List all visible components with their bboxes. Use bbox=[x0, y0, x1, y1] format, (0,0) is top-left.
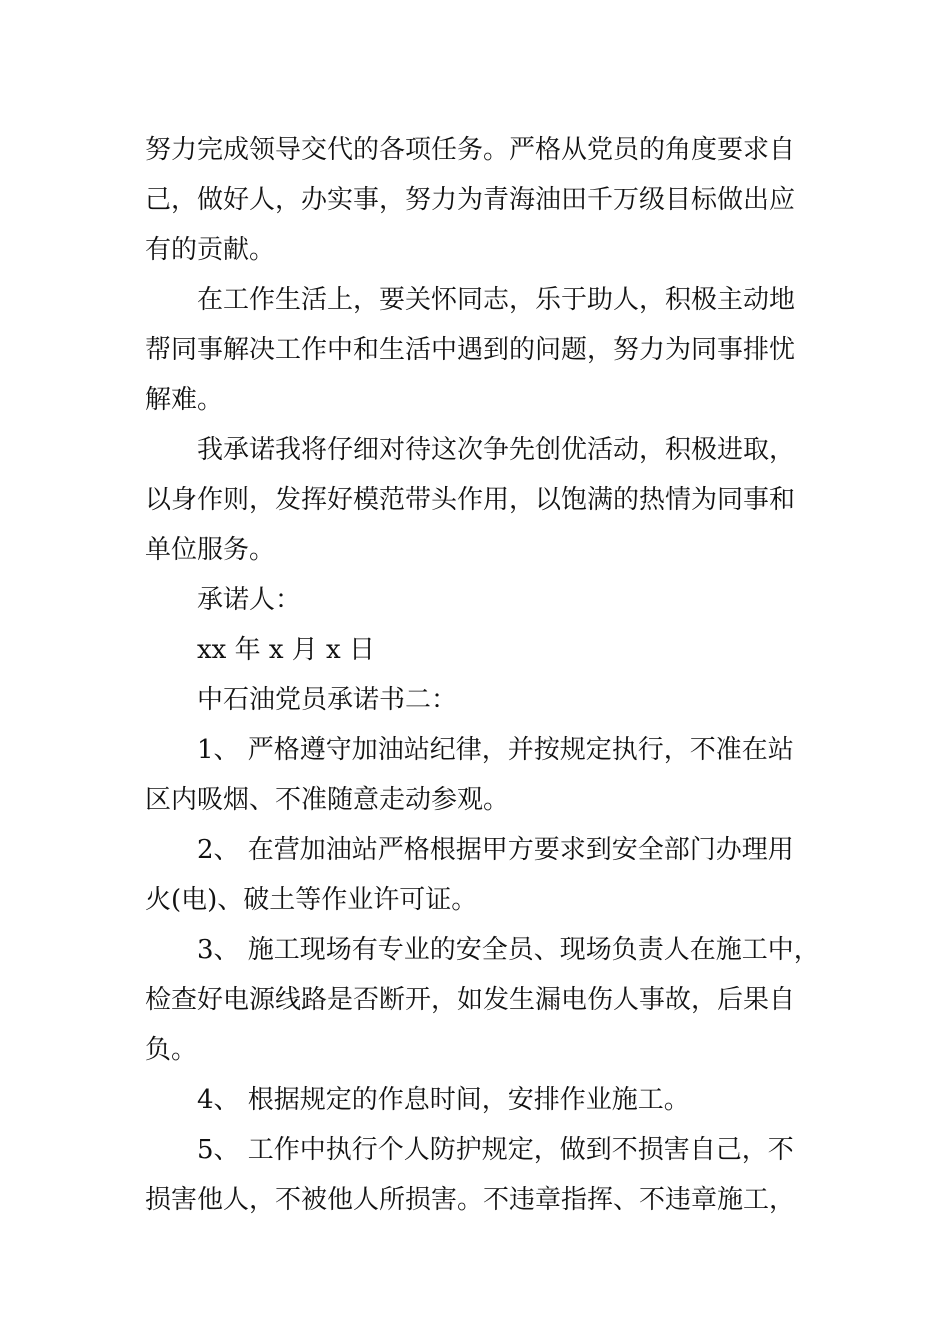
paragraph-3-line-1: 我承诺我将仔细对待这次争先创优活动，积极进取， bbox=[197, 435, 796, 465]
paragraph-1-line-3: 有的贡献。 bbox=[145, 235, 276, 265]
paragraph-3-line-3: 单位服务。 bbox=[145, 535, 276, 565]
item-1-line-2: 区内吸烟、不准随意走动参观。 bbox=[145, 785, 510, 815]
item-3-line-2: 检查好电源线路是否断开，如发生漏电伤人事故，后果自 bbox=[145, 985, 796, 1015]
item-3-line-1: 3、 施工现场有专业的安全员、现场负责人在施工中， bbox=[197, 935, 820, 965]
date-line: xx 年 x 月 x 日 bbox=[197, 635, 375, 665]
paragraph-2-line-2: 帮同事解决工作中和生活中遇到的问题，努力为同事排忧 bbox=[145, 335, 796, 365]
item-4-line-1: 4、 根据规定的作息时间，安排作业施工。 bbox=[197, 1085, 690, 1115]
item-5-line-1: 5、 工作中执行个人防护规定，做到不损害自己，不 bbox=[197, 1135, 794, 1165]
item-2-line-2: 火(电)、破土等作业许可证。 bbox=[145, 885, 478, 915]
item-5-line-2: 损害他人，不被他人所损害。不违章指挥、不违章施工， bbox=[145, 1185, 796, 1215]
paragraph-1-line-1: 努力完成领导交代的各项任务。严格从党员的角度要求自 bbox=[145, 135, 796, 165]
paragraph-2-line-1: 在工作生活上，要关怀同志，乐于助人，积极主动地 bbox=[197, 285, 796, 315]
item-2-line-1: 2、 在营加油站严格根据甲方要求到安全部门办理用 bbox=[197, 835, 794, 865]
signatory-label: 承诺人： bbox=[197, 585, 302, 615]
item-1-line-1: 1、 严格遵守加油站纪律，并按规定执行，不准在站 bbox=[197, 735, 794, 765]
paragraph-3-line-2: 以身作则，发挥好模范带头作用，以饱满的热情为同事和 bbox=[145, 485, 796, 515]
paragraph-2-line-3: 解难。 bbox=[145, 385, 224, 415]
section-heading: 中石油党员承诺书二： bbox=[197, 685, 458, 715]
paragraph-1-line-2: 己，做好人，办实事，努力为青海油田千万级目标做出应 bbox=[145, 185, 796, 215]
item-3-line-3: 负。 bbox=[145, 1035, 198, 1065]
